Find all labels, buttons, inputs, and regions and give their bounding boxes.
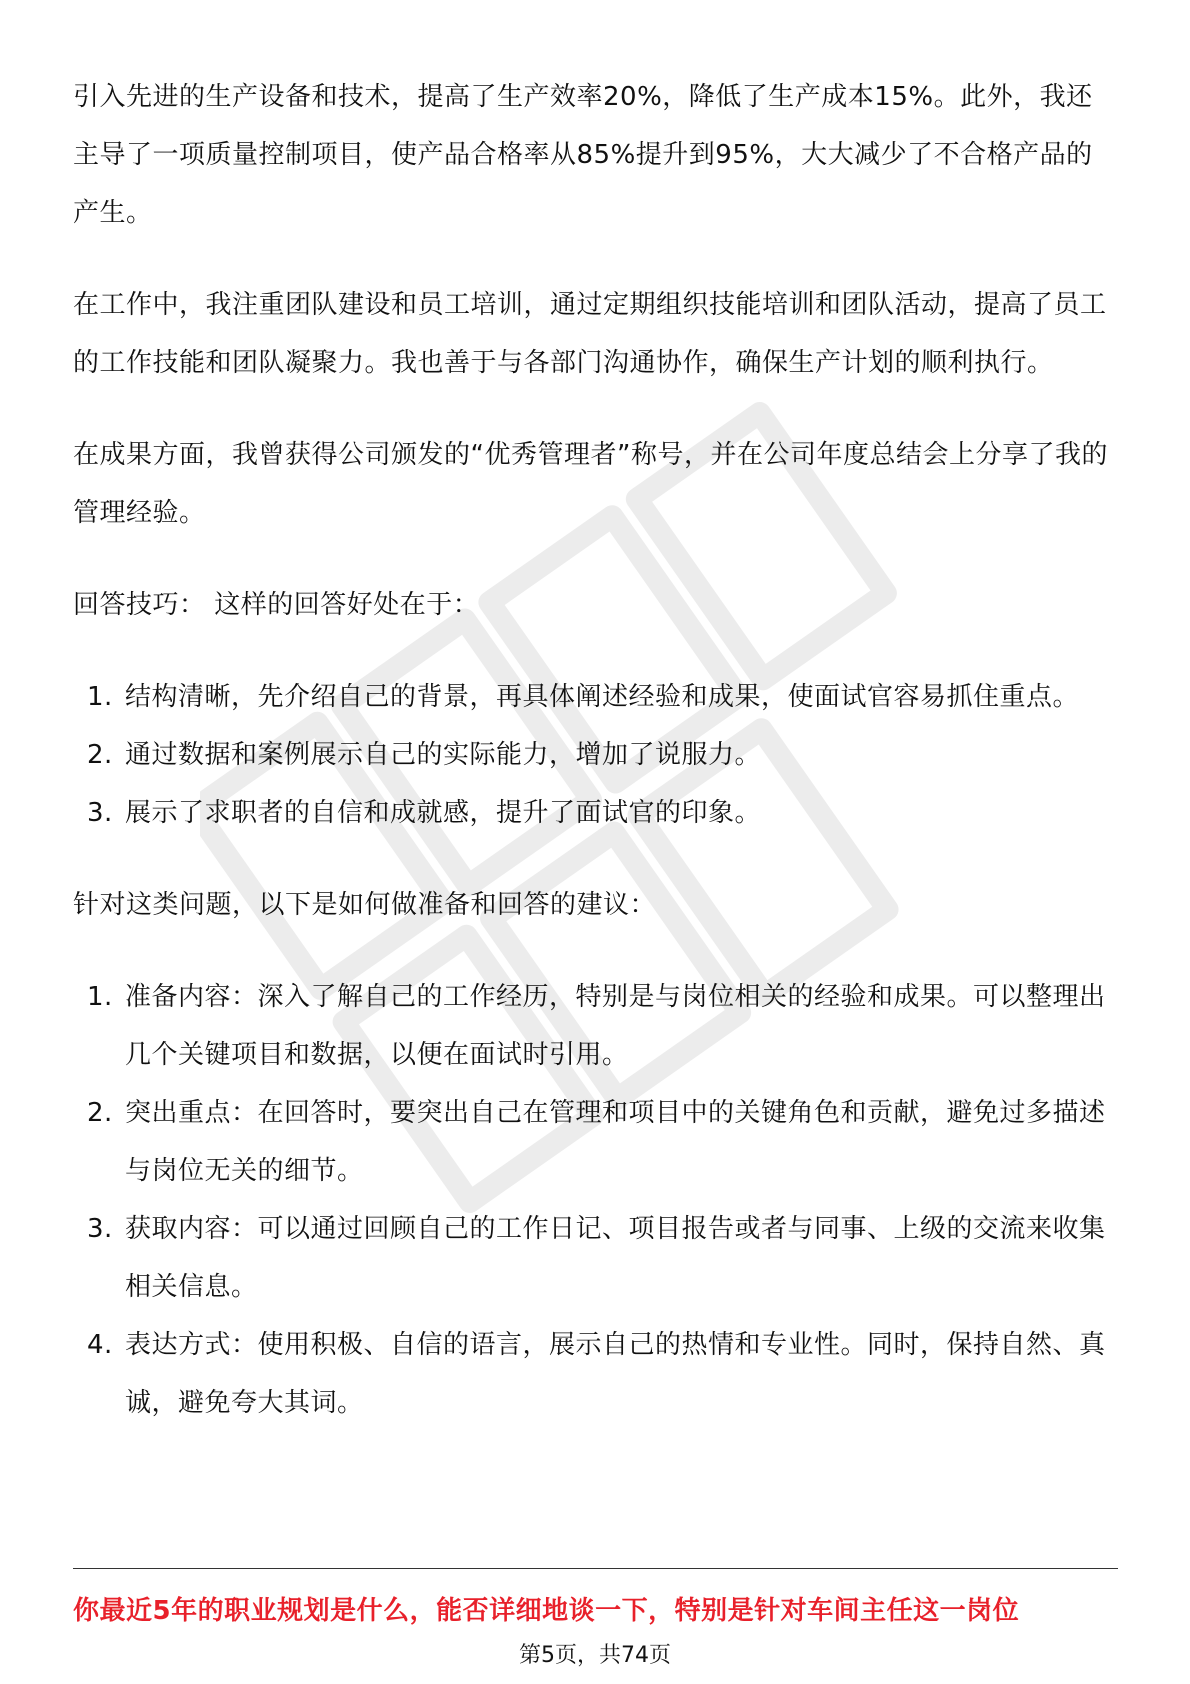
page-number: 第5页，共74页 [519,1643,671,1668]
list-number: 1. [87,682,113,712]
list-number: 2. [87,740,113,770]
list-number: 2. [87,1098,113,1128]
tips-list [73,668,1118,842]
list-item [73,968,1118,1084]
list-number: 3. [87,1214,113,1244]
list-item [73,1084,1118,1200]
list-item [73,1200,1118,1316]
paragraph-honors: 在成果方面，我曾获得公司颁发的“优秀管理者”称号，并在公司年度总结会上分享了我的管理经验。 [73,440,1108,528]
list-text: 准备内容：深入了解自己的工作经历，特别是与岗位相关的经验和成果。可以整理出几个关键项目和数据，以便在面试时引用。 [125,982,1106,1070]
paragraph-achievements: 引入先进的生产设备和技术，提高了生产效率20%，降低了生产成本15%。此外，我还主导了一项质量控制项目，使产品合格率从85%提升到95%，大大减少了不合格产品的产生。 [73,82,1093,228]
list-text: 结构清晰，先介绍自己的背景，再具体阐述经验和成果，使面试官容易抓住重点。 [125,682,1080,712]
list-text: 通过数据和案例展示自己的实际能力，增加了说服力。 [125,740,762,770]
advice-intro: 针对这类问题，以下是如何做准备和回答的建议： [73,890,657,920]
list-text: 展示了求职者的自信和成就感，提升了面试官的印象。 [125,798,762,828]
advice-list [73,968,1118,1432]
answer-tips-heading: 回答技巧： 这样的回答好处在于： [73,590,480,620]
list-number: 3. [87,798,113,828]
list-item [73,668,1118,726]
list-number: 1. [87,982,113,1012]
paragraph-team-building: 在工作中，我注重团队建设和员工培训，通过定期组织技能培训和团队活动，提高了员工的工作技能和团队凝聚力。我也善于与各部门沟通协作，确保生产计划的顺利执行。 [73,290,1107,378]
list-item [73,784,1118,842]
list-item [73,726,1118,784]
list-text: 获取内容：可以通过回顾自己的工作日记、项目报告或者与同事、上级的交流来收集相关信息。 [125,1214,1106,1302]
list-text: 突出重点：在回答时，要突出自己在管理和项目中的关键角色和贡献，避免过多描述与岗位无关的细节。 [125,1098,1106,1186]
document-body [73,68,1118,1466]
list-text: 表达方式：使用积极、自信的语言，展示自己的热情和专业性。同时，保持自然、真诚，避免夸大其词。 [125,1330,1106,1418]
list-item [73,1316,1118,1432]
footer-divider [73,1568,1118,1569]
next-question-title: 你最近5年的职业规划是什么，能否详细地谈一下，特别是针对车间主任这一岗位 [73,1596,1020,1626]
list-number: 4. [87,1330,113,1360]
